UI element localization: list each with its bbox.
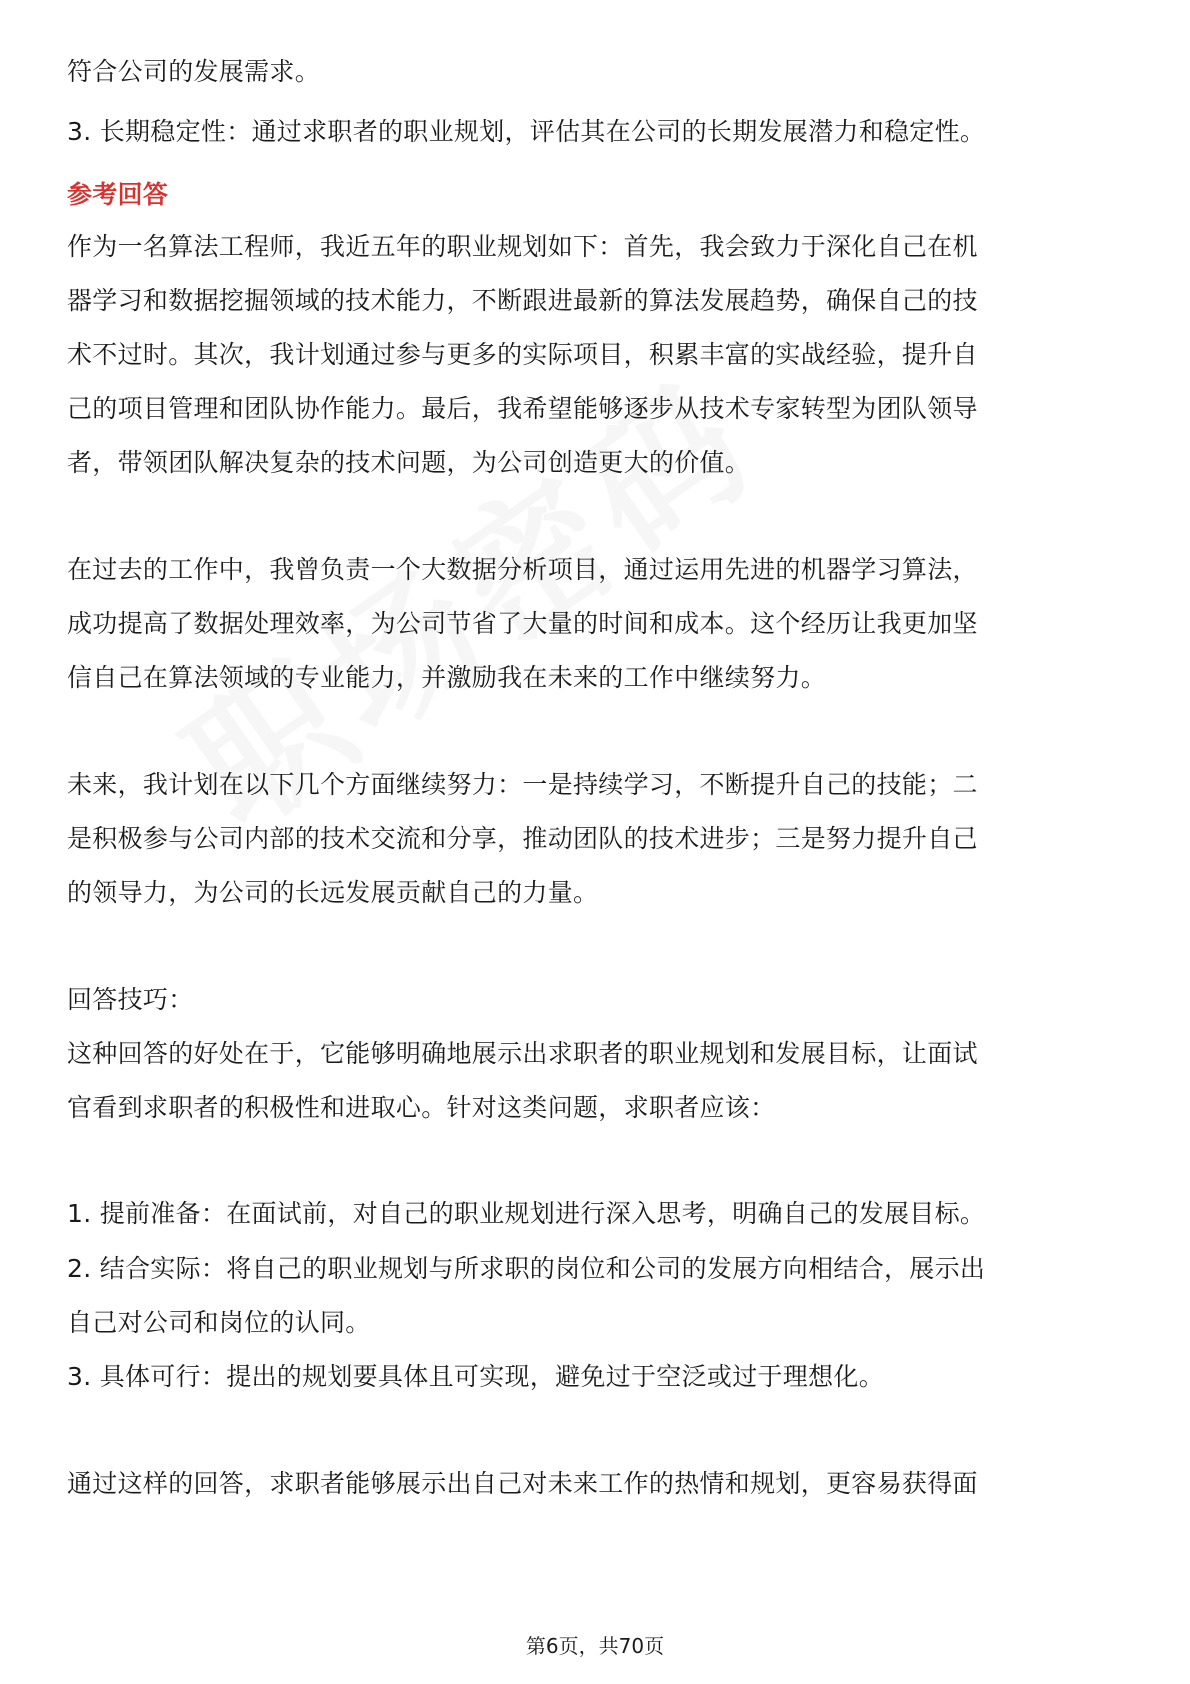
subheading: 回答技巧：: [67, 985, 194, 1014]
page-number: 第6页，共70页: [525, 1634, 665, 1658]
text-line: 符合公司的发展需求。: [67, 57, 321, 86]
list-item: 1. 提前准备：在面试前，对自己的职业规划进行深入思考，明确自己的发展目标。: [67, 1199, 986, 1228]
text-line: 者，带领团队解决复杂的技术问题，为公司创造更大的价值。: [67, 448, 751, 477]
list-item: 3. 具体可行：提出的规划要具体且可实现，避免过于空泛或过于理想化。: [67, 1362, 885, 1391]
text-line: 这种回答的好处在于，它能够明确地展示出求职者的职业规划和发展目标，让面试: [67, 1039, 978, 1068]
section-heading: 参考回答: [67, 180, 169, 209]
text-line: 的领导力，为公司的长远发展贡献自己的力量。: [67, 878, 599, 907]
text-line: 在过去的工作中，我曾负责一个大数据分析项目，通过运用先进的机器学习算法，: [67, 555, 978, 584]
text-line: 作为一名算法工程师，我近五年的职业规划如下：首先，我会致力于深化自己在机: [67, 232, 978, 261]
text-line: 术不过时。其次，我计划通过参与更多的实际项目，积累丰富的实战经验，提升自: [67, 340, 978, 369]
text-line: 官看到求职者的积极性和进取心。针对这类问题，求职者应该：: [67, 1093, 776, 1122]
list-item: 3. 长期稳定性：通过求职者的职业规划，评估其在公司的长期发展潜力和稳定性。: [67, 117, 986, 146]
text-line: 信自己在算法领域的专业能力，并激励我在未来的工作中继续努力。: [67, 663, 827, 692]
list-item: 2. 结合实际：将自己的职业规划与所求职的岗位和公司的发展方向相结合，展示出: [67, 1254, 986, 1283]
text-line: 是积极参与公司内部的技术交流和分享，推动团队的技术进步；三是努力提升自己: [67, 824, 978, 853]
text-line: 己的项目管理和团队协作能力。最后，我希望能够逐步从技术专家转型为团队领导: [67, 394, 978, 423]
text-line: 成功提高了数据处理效率，为公司节省了大量的时间和成本。这个经历让我更加坚: [67, 609, 978, 638]
text-line: 通过这样的回答，求职者能够展示出自己对未来工作的热情和规划，更容易获得面: [67, 1469, 978, 1498]
text-line: 自己对公司和岗位的认同。: [67, 1308, 371, 1337]
text-line: 未来，我计划在以下几个方面继续努力：一是持续学习，不断提升自己的技能；二: [67, 770, 978, 799]
text-line: 器学习和数据挖掘领域的技术能力，不断跟进最新的算法发展趋势，确保自己的技: [67, 286, 978, 315]
